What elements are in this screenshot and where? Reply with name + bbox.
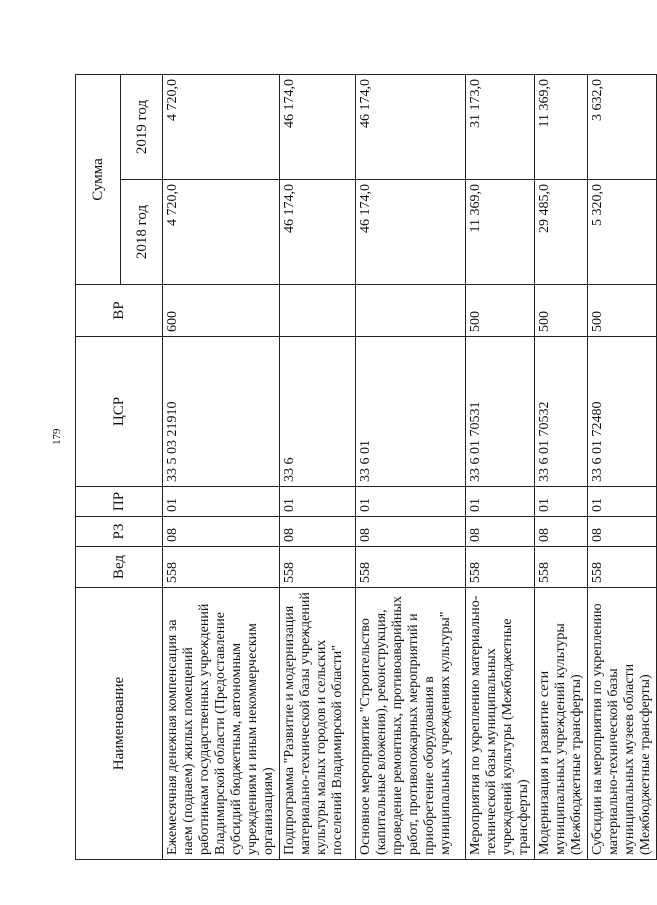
row-pr: 01: [280, 487, 356, 517]
table-row: [466, 74, 535, 859]
row-name: Субсидии на мероприятия по укреплению материально-технической базы муниципальных музеев области (Межбюджетные трансферты): [588, 588, 657, 860]
table-row: [588, 74, 657, 859]
row-ved: 558: [356, 547, 466, 588]
row-sum-2019: 31 173,0: [466, 74, 535, 179]
row-vr: [356, 285, 466, 337]
header-csr: ЦСР: [76, 337, 163, 487]
row-name: Ежемесячная денежная компенсация за наем (поднаем) жилых помещений работникам государственных учреждений Владимирской области (Предоставление субсидий бюджетным, автономным учреждениям и иным некоммерческим организациям): [163, 588, 280, 860]
row-ved: 558: [163, 547, 280, 588]
header-year-2019: 2019 год: [121, 74, 163, 179]
row-sum-2018: 46 174,0: [280, 180, 356, 285]
table-row: [280, 74, 356, 859]
row-pr: 01: [535, 487, 588, 517]
row-vr: 500: [535, 285, 588, 337]
row-rz: 08: [588, 517, 657, 547]
header-pr: ПР: [76, 487, 163, 517]
row-csr: 33 6: [280, 337, 356, 487]
row-pr: 01: [466, 487, 535, 517]
row-rz: 08: [280, 517, 356, 547]
row-sum-2018: 4 720,0: [163, 180, 280, 285]
table-row: [163, 74, 280, 859]
table-row: [356, 74, 466, 859]
row-sum-2019: 46 174,0: [280, 74, 356, 179]
header-name: Наименование: [76, 588, 163, 860]
row-vr: 600: [163, 285, 280, 337]
row-name: Подпрограмма "Развитие и модернизация материально-технической базы учреждений культуры малых городов и сельских поселений Владимирской области": [280, 588, 356, 860]
table-row: [535, 74, 588, 859]
row-csr: 33 5 03 21910: [163, 337, 280, 487]
row-vr: 500: [588, 285, 657, 337]
row-pr: 01: [163, 487, 280, 517]
header-year-2018: 2018 год: [121, 180, 163, 285]
budget-table: [75, 74, 657, 860]
row-sum-2019: 4 720,0: [163, 74, 280, 179]
row-pr: 01: [356, 487, 466, 517]
row-rz: 08: [466, 517, 535, 547]
row-sum-2019: 3 632,0: [588, 74, 657, 179]
row-sum-2018: 29 485,0: [535, 180, 588, 285]
row-sum-2018: 5 320,0: [588, 180, 657, 285]
row-ved: 558: [466, 547, 535, 588]
row-vr: 500: [466, 285, 535, 337]
row-name: Модернизация и развитие сети муниципальных учреждений культуры (Межбюджетные трансферты): [535, 588, 588, 860]
header-ved: Вед: [76, 547, 163, 588]
row-name: Мероприятия по укреплению материально-технической базы муниципальных учреждений культуры (Межбюджетные трансферты): [466, 588, 535, 860]
row-rz: 08: [356, 517, 466, 547]
row-csr: 33 6 01 72480: [588, 337, 657, 487]
row-csr: 33 6 01 70532: [535, 337, 588, 487]
row-rz: 08: [535, 517, 588, 547]
header-vr: ВР: [76, 285, 163, 337]
row-name: Основное мероприятие "Строительство (капитальные вложения), реконструкция, проведение ремонтных, противоаварийных работ, противопожарных мероприятий и приобретение оборудования в муниципальных учреждениях культуры": [356, 588, 466, 860]
row-pr: 01: [588, 487, 657, 517]
header-sum: Сумма: [76, 74, 121, 284]
row-csr: 33 6 01: [356, 337, 466, 487]
row-ved: 558: [535, 547, 588, 588]
header-rz: РЗ: [76, 517, 163, 547]
header-row-1: [76, 74, 121, 859]
row-sum-2018: 11 369,0: [466, 180, 535, 285]
row-sum-2019: 46 174,0: [356, 74, 466, 179]
row-ved: 558: [280, 547, 356, 588]
rotated-table-wrapper: [75, 75, 653, 860]
row-rz: 08: [163, 517, 280, 547]
row-sum-2018: 46 174,0: [356, 180, 466, 285]
row-csr: 33 6 01 70531: [466, 337, 535, 487]
row-vr: [280, 285, 356, 337]
row-ved: 558: [588, 547, 657, 588]
row-sum-2019: 11 369,0: [535, 74, 588, 179]
page-number: 179: [51, 428, 63, 445]
